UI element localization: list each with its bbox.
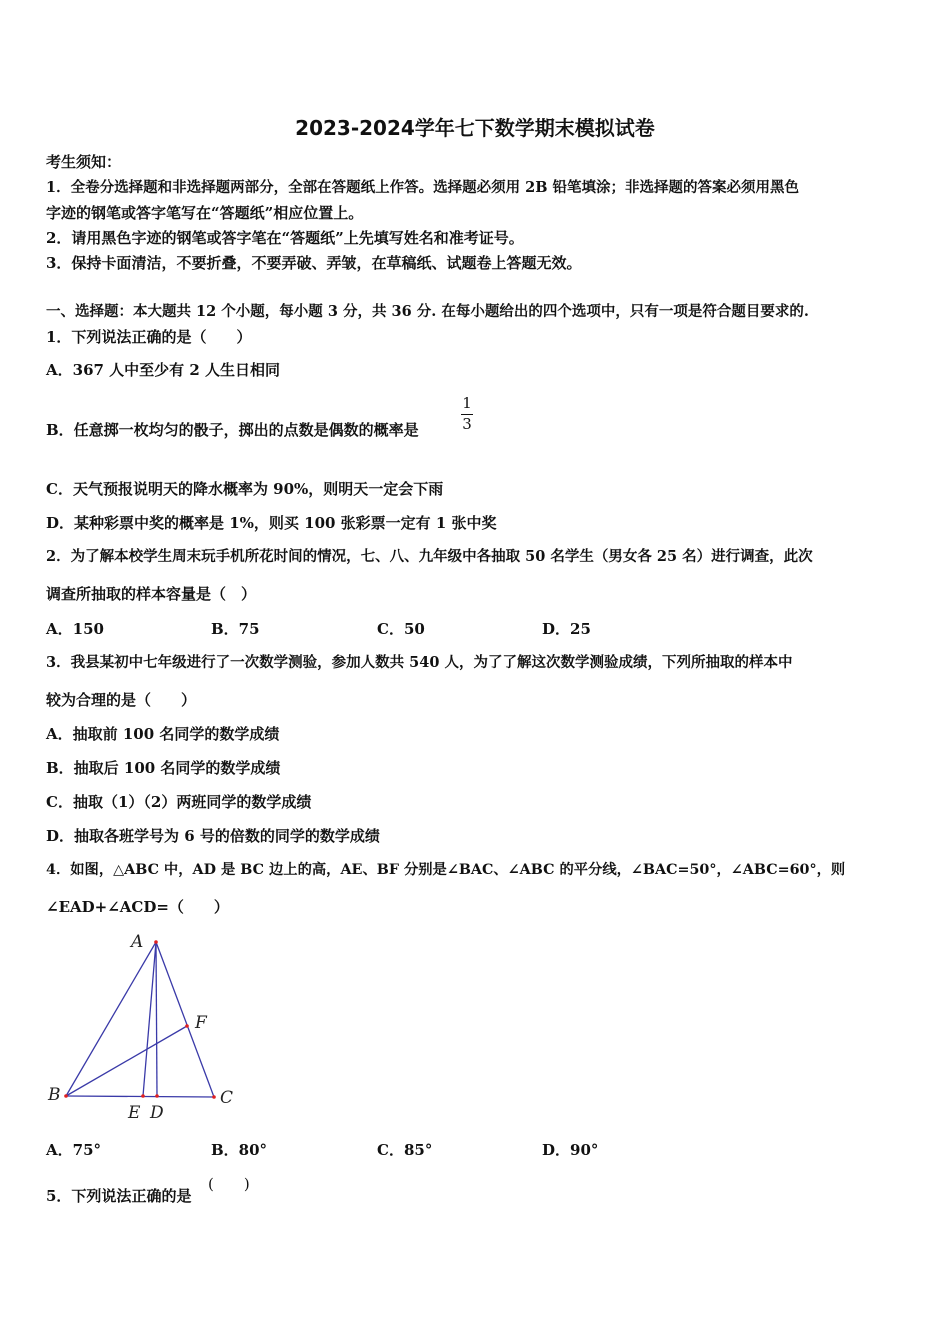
segment-ad-altitude <box>156 942 157 1096</box>
segment-bc <box>66 1096 214 1097</box>
page-title: 2023-2024学年七下数学期末模拟试卷 <box>295 116 655 140</box>
notice-item-1-line-1: 1．全卷分选择题和非选择题两部分，全部在答题纸上作答。选择题必须用 2B 铅笔填涂；非选择题的答案必须用黑色 <box>46 179 800 196</box>
label-c: C <box>220 1088 234 1108</box>
notice-item-3: 3．保持卡面清洁，不要折叠，不要弄破、弄皱，在草稿纸、试题卷上答题无效。 <box>46 254 582 272</box>
q1-option-d: D．某种彩票中奖的概率是 1%，则买 100 张彩票一定有 1 张中奖 <box>46 514 497 532</box>
segment-ab <box>66 942 156 1096</box>
q5-paren: ( ) <box>208 1175 250 1193</box>
point-b <box>64 1094 68 1098</box>
q2-stem-line-1: 2．为了解本校学生周末玩手机所花时间的情况，七、八、九年级中各抽取 50 名学生（男女各 25 名）进行调查，此次 <box>46 548 813 565</box>
q2-option-a: A．150 <box>46 620 104 638</box>
point-c <box>212 1095 216 1099</box>
point-d <box>155 1094 159 1098</box>
q3-stem-line-1: 3．我县某初中七年级进行了一次数学测验，参加人数共 540 人，为了了解这次数学测验成绩，下列所抽取的样本中 <box>46 654 793 671</box>
label-b: B <box>48 1085 61 1105</box>
q2-stem-line-2: 调查所抽取的样本容量是（ ） <box>46 585 257 603</box>
q1-option-a: A．367 人中至少有 2 人生日相同 <box>46 361 281 379</box>
point-a <box>154 940 158 944</box>
triangle-lines <box>66 942 214 1097</box>
q1-option-b-fraction <box>460 394 474 433</box>
q2-option-c: C．50 <box>377 620 425 638</box>
q1-stem: 1．下列说法正确的是（ ） <box>46 328 252 346</box>
notice-heading: 考生须知： <box>46 153 122 171</box>
q3-stem-line-2: 较为合理的是（ ） <box>46 691 197 709</box>
q1-option-c: C．天气预报说明天的降水概率为 90%，则明天一定会下雨 <box>46 480 444 498</box>
notice-item-2: 2．请用黑色字迹的钢笔或答字笔在“答题纸”上先填写姓名和准考证号。 <box>46 229 524 247</box>
q3-option-c: C．抽取（1）（2）两班同学的数学成绩 <box>46 793 312 811</box>
q4-stem-line-1: 4．如图，△ABC 中，AD 是 BC 边上的高，AE、BF 分别是∠BAC、∠ABC 的平分线，∠BAC=50°，∠ABC=60°，则 <box>46 862 846 878</box>
q4-option-c: C．85° <box>377 1141 433 1159</box>
q5-stem: 5．下列说法正确的是 <box>46 1187 192 1205</box>
notice-item-1-line-2: 字迹的钢笔或答字笔写在“答题纸”相应位置上。 <box>46 204 364 222</box>
q2-option-d: D．25 <box>542 620 591 638</box>
label-e: E <box>128 1103 141 1123</box>
q4-stem-line-2: ∠EAD+∠ACD=（ ） <box>46 898 229 916</box>
label-f: F <box>195 1013 207 1033</box>
section-1-heading: 一、选择题：本大题共 12 个小题，每小题 3 分，共 36 分. 在每小题给出的四个选项中，只有一项是符合题目要求的. <box>46 303 809 320</box>
point-e <box>141 1094 145 1098</box>
point-f <box>185 1024 189 1028</box>
q3-option-d: D．抽取各班学号为 6 号的倍数的同学的数学成绩 <box>46 827 380 845</box>
q1-option-b: B．任意掷一枚均匀的骰子，掷出的点数是偶数的概率是 <box>46 421 419 439</box>
q3-option-a: A．抽取前 100 名同学的数学成绩 <box>46 725 280 743</box>
q2-option-b: B．75 <box>211 620 260 638</box>
label-d: D <box>150 1103 164 1123</box>
q3-option-b: B．抽取后 100 名同学的数学成绩 <box>46 759 281 777</box>
segment-ae-bisector <box>143 942 156 1096</box>
triangle-points <box>64 940 216 1099</box>
label-a: A <box>131 932 144 952</box>
q4-option-d: D．90° <box>542 1141 599 1159</box>
fraction-numerator: 1 <box>462 394 472 412</box>
fraction-bar <box>461 414 473 415</box>
segment-bf-bisector <box>66 1026 187 1096</box>
q4-option-b: B．80° <box>211 1141 268 1159</box>
fraction-denominator: 3 <box>462 415 472 433</box>
q4-triangle-figure <box>40 925 250 1125</box>
q4-option-a: A．75° <box>46 1141 102 1159</box>
